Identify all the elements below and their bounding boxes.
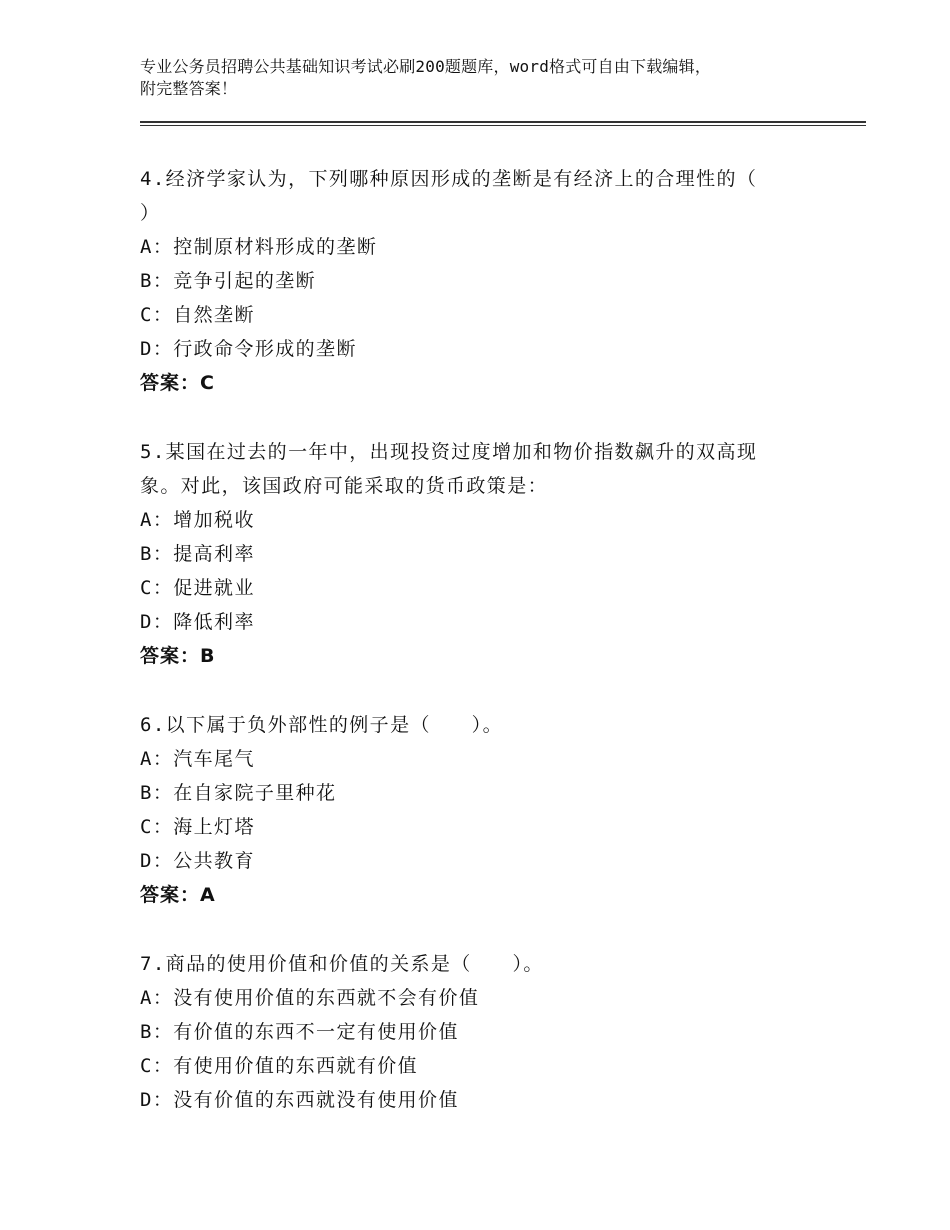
document-header: 专业公务员招聘公共基础知识考试必刷200题题库，word格式可自由下载编辑， 附完整答案！	[140, 57, 712, 98]
option-b: B：竞争引起的垄断	[140, 270, 317, 292]
question-4	[140, 162, 820, 400]
question-6	[140, 708, 820, 912]
option-a: A：没有使用价值的东西就不会有价值	[140, 987, 480, 1009]
header-divider-thin	[140, 125, 866, 126]
option-d: D：没有价值的东西就没有使用价值	[140, 1089, 459, 1111]
answer-line: 答案：B	[140, 645, 216, 667]
question-text: 6.以下属于负外部性的例子是（ ）。	[140, 714, 503, 736]
option-c: C：海上灯塔	[140, 816, 255, 838]
question-text: 4.经济学家认为，下列哪种原因形成的垄断是有经济上的合理性的（ ）	[140, 168, 758, 224]
header-divider-thick	[140, 121, 866, 123]
option-b: B：在自家院子里种花	[140, 782, 337, 804]
option-d: D：公共教育	[140, 850, 255, 872]
option-d: D：行政命令形成的垄断	[140, 338, 357, 360]
option-a: A：增加税收	[140, 509, 255, 531]
answer-line: 答案：C	[140, 372, 215, 394]
option-c: C：自然垄断	[140, 304, 255, 326]
question-text: 5.某国在过去的一年中，出现投资过度增加和物价指数飙升的双高现 象。对此，该国政府可能采取的货币政策是：	[140, 441, 758, 497]
question-text: 7.商品的使用价值和价值的关系是（ ）。	[140, 953, 544, 975]
answer-line: 答案：A	[140, 884, 216, 906]
option-b: B：提高利率	[140, 543, 255, 565]
option-d: D：降低利率	[140, 611, 255, 633]
question-7	[140, 947, 820, 1117]
question-5	[140, 435, 820, 673]
option-a: A：汽车尾气	[140, 748, 255, 770]
option-c: C：有使用价值的东西就有价值	[140, 1055, 419, 1077]
option-b: B：有价值的东西不一定有使用价值	[140, 1021, 459, 1043]
option-a: A：控制原材料形成的垄断	[140, 236, 378, 258]
option-c: C：促进就业	[140, 577, 255, 599]
